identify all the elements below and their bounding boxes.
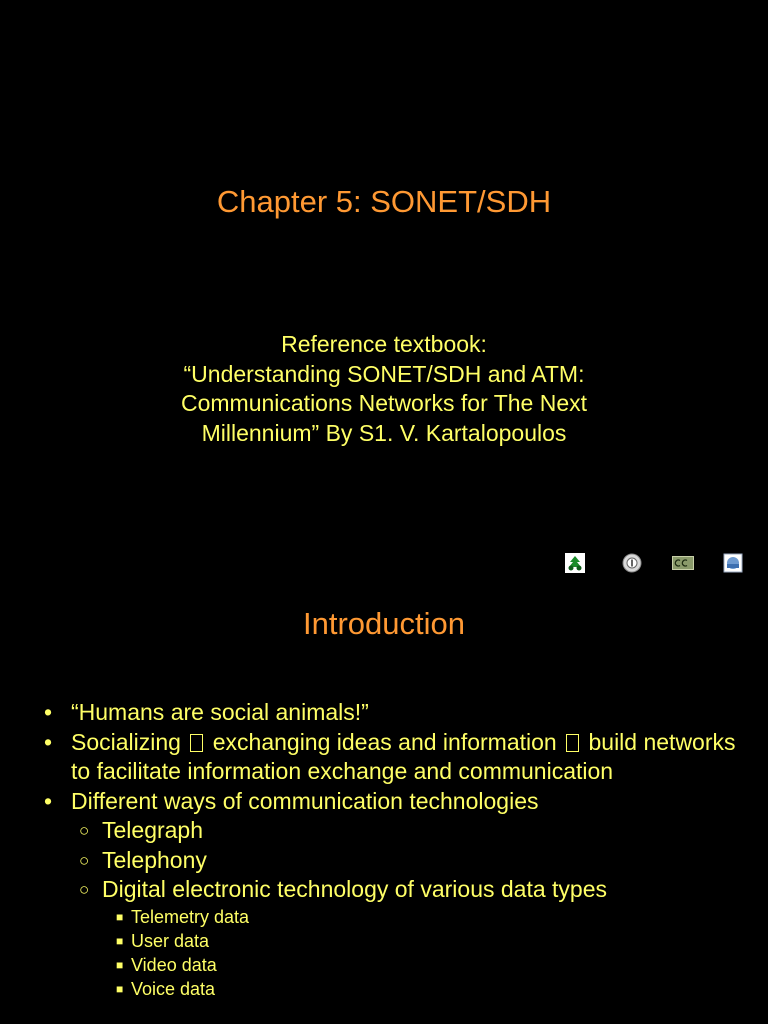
sub-bullet-item bbox=[0, 816, 768, 846]
bullet-list bbox=[0, 698, 768, 1001]
bullet-text: “Humans are social animals!” bbox=[71, 699, 369, 725]
home-icon[interactable] bbox=[565, 553, 585, 573]
sub-bullet-circle: ○ bbox=[79, 880, 90, 899]
bullet-text: Telephony bbox=[102, 846, 207, 873]
bullet-item bbox=[0, 787, 768, 817]
bullet-text: Different ways of communication technologies bbox=[71, 787, 539, 814]
bullet-item bbox=[0, 728, 768, 787]
missing-glyph-icon bbox=[566, 734, 579, 752]
bullet-text: exchanging ideas and information bbox=[212, 728, 557, 755]
bullet-dot: • bbox=[44, 699, 53, 725]
sub-sub-bullet-square: ■ bbox=[116, 957, 124, 972]
bullet-text: Voice data bbox=[131, 978, 216, 999]
sub-bullet-item bbox=[0, 846, 768, 876]
info-icon[interactable] bbox=[723, 553, 743, 573]
sub-sub-bullet-square: ■ bbox=[116, 909, 124, 924]
subtitle-line: Communications Networks for The Next bbox=[180, 390, 588, 416]
subtitle-line: Millennium” By S1. V. Kartalopoulos bbox=[201, 419, 567, 446]
audio-icon[interactable] bbox=[622, 553, 642, 573]
sub-sub-bullet-item bbox=[0, 977, 768, 1001]
bullet-text: Telegraph bbox=[102, 817, 204, 843]
sub-sub-bullet-square: ■ bbox=[116, 981, 124, 996]
sub-sub-bullet-item bbox=[0, 929, 768, 953]
closed-caption-icon[interactable] bbox=[672, 553, 694, 573]
slide-title: Chapter 5: SONET/SDH bbox=[216, 184, 552, 219]
slide-title: Introduction bbox=[303, 606, 465, 641]
bullet-item bbox=[0, 698, 768, 728]
slide-nav-toolbar bbox=[0, 553, 768, 573]
sub-bullet-circle: ○ bbox=[79, 821, 90, 840]
bullet-text: Socializing bbox=[71, 728, 181, 755]
bullet-text: Video data bbox=[131, 954, 217, 975]
sub-sub-bullet-item bbox=[0, 905, 768, 929]
sub-sub-bullet-square: ■ bbox=[116, 933, 124, 948]
reference-subtitle bbox=[0, 330, 768, 448]
sub-bullet-circle: ○ bbox=[79, 850, 90, 870]
bullet-text: build networks to facilitate information exchange and communication bbox=[71, 728, 736, 784]
subtitle-line: “Understanding SONET/SDH and ATM: bbox=[183, 360, 585, 387]
bullet-text: User data bbox=[131, 930, 210, 951]
bullet-text: Telemetry data bbox=[131, 906, 250, 927]
sub-sub-bullet-item bbox=[0, 953, 768, 977]
bullet-text: Digital electronic technology of various data types bbox=[102, 876, 608, 902]
subtitle-line: Reference textbook: bbox=[281, 331, 487, 357]
bullet-dot: • bbox=[44, 787, 53, 814]
introduction-slide bbox=[0, 585, 768, 1024]
bullet-dot: • bbox=[44, 728, 53, 755]
missing-glyph-icon bbox=[190, 734, 203, 752]
sub-bullet-item bbox=[0, 875, 768, 905]
